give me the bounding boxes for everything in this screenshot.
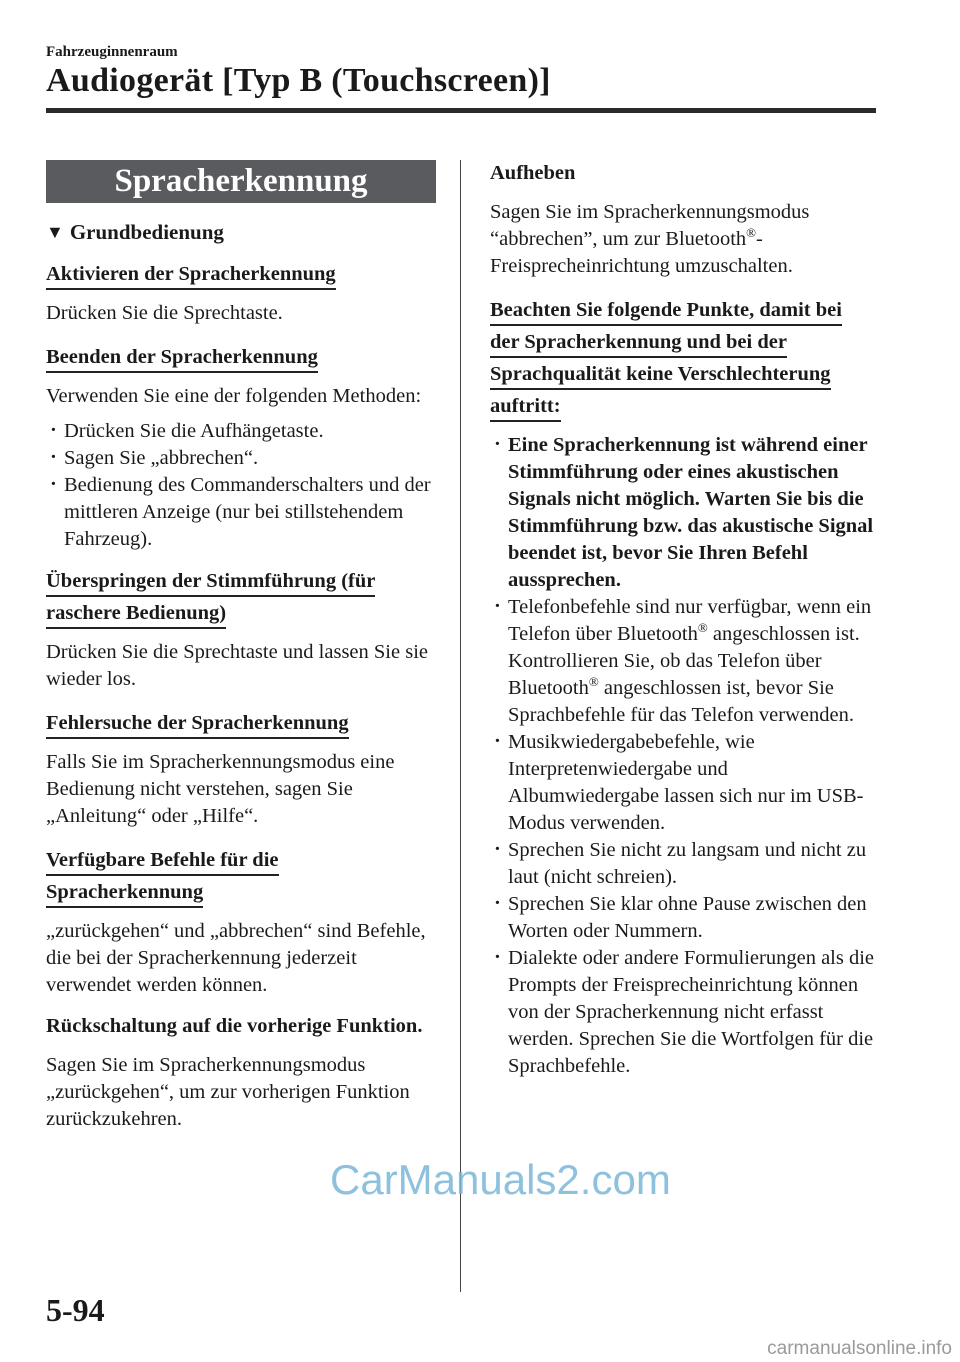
heading-skip-line1: Überspringen der Stimmführung (für bbox=[46, 570, 375, 597]
triangle-down-icon: ▼ bbox=[46, 222, 64, 242]
para-skip: Drücken Sie die Sprechtaste und lassen Sie sie wieder los. bbox=[46, 641, 429, 690]
list-item: · Eine Spracherkennung ist während einer Stimmführung oder eines akustischen Signals nicht möglich. Warten Sie bis die Stimmführung bzw. das akustische Signal beendet ist, bevor Sie Ihren Befehl aussprechen. bbox=[490, 432, 880, 594]
registered-mark: ® bbox=[697, 620, 708, 636]
registered-mark: ® bbox=[746, 225, 757, 241]
para-activate: Drücken Sie die Sprechtaste. bbox=[46, 302, 283, 324]
heading-commands-line2: Spracherkennung bbox=[46, 881, 203, 908]
heading-end: Beenden der Spracherkennung bbox=[46, 346, 318, 373]
note-phone-part1: Telefonbefehle sind nur verfügbar, wenn ein Telefon über Bluetooth bbox=[508, 596, 872, 645]
page-title: Audiogerät [Typ B (Touchscreen)] bbox=[46, 62, 551, 99]
list-item: · Musikwiedergabebefehle, wie Interpretenwiedergabe und Albumwiedergabe lassen sich nur im USB-Modus verwenden. bbox=[490, 729, 880, 837]
para-cancel bbox=[490, 199, 880, 280]
para-commands: „zurückgehen“ und „abbrechen“ sind Befehle, die bei der Spracherkennung jederzeit verwendet werden können. bbox=[46, 920, 426, 996]
section-banner: Spracherkennung bbox=[46, 160, 436, 203]
left-column bbox=[46, 160, 436, 1147]
list-item: · Drücken Sie die Aufhängetaste. bbox=[46, 418, 436, 445]
heading-trouble: Fehlersuche der Spracherkennung bbox=[46, 712, 349, 739]
para-cancel-part2: -Freisprecheinrichtung umzuschalten. bbox=[490, 228, 793, 277]
list-item: · Sagen Sie „abbrechen“. bbox=[46, 445, 436, 472]
header-rule bbox=[46, 108, 876, 113]
heading-activate: Aktivieren der Spracherkennung bbox=[46, 263, 336, 290]
watermark: CarManuals2.com bbox=[330, 1156, 671, 1203]
page-number: 5-94 bbox=[46, 1292, 105, 1328]
note-phone-part2: angeschlossen ist. Kontrollieren Sie, ob das Telefon über Bluetooth bbox=[508, 623, 860, 699]
heading-notes-line1: Beachten Sie folgende Punkte, damit bei bbox=[490, 299, 842, 326]
registered-mark: ® bbox=[588, 674, 599, 690]
list-item: · Sprechen Sie nicht zu langsam und nicht zu laut (nicht schreien). bbox=[490, 837, 880, 891]
heading-cancel: Aufheben bbox=[490, 162, 576, 184]
para-end: Verwenden Sie eine der folgenden Methoden: bbox=[46, 385, 422, 407]
para-cancel-part1: Sagen Sie im Spracherkennungsmodus “abbrechen”, um zur Bluetooth bbox=[490, 201, 810, 250]
column-divider bbox=[460, 160, 461, 1292]
list-item bbox=[490, 594, 880, 729]
heading-commands-line1: Verfügbare Befehle für die bbox=[46, 849, 279, 876]
heading-back: Rückschaltung auf die vorherige Funktion. bbox=[46, 1015, 423, 1037]
notes-list bbox=[490, 432, 880, 1080]
heading-notes-line4: auftritt: bbox=[490, 395, 561, 422]
list-item: · Sprechen Sie klar ohne Pause zwischen den Worten oder Nummern. bbox=[490, 891, 880, 945]
right-column bbox=[490, 160, 880, 1092]
note-phone-part3: angeschlossen ist, bevor Sie Sprachbefehle für das Telefon verwenden. bbox=[508, 677, 854, 726]
list-item: · Bedienung des Commanderschalters und der mittleren Anzeige (nur bei stillstehendem Fahrzeug). bbox=[46, 472, 436, 553]
end-methods-list bbox=[46, 418, 436, 553]
para-back: Sagen Sie im Spracherkennungsmodus „zurückgehen“, um zur vorherigen Funktion zurückzukehren. bbox=[46, 1054, 410, 1130]
heading-notes-line3: Sprachqualität keine Verschlechterung bbox=[490, 363, 831, 390]
heading-notes-line2: der Spracherkennung und bei der bbox=[490, 331, 787, 358]
para-trouble: Falls Sie im Spracherkennungsmodus eine Bedienung nicht verstehen, sagen Sie „Anleitung“ oder „Hilfe“. bbox=[46, 751, 395, 827]
subsection-heading bbox=[46, 219, 436, 246]
watermark-bottom: carmanualsonline.info bbox=[767, 1338, 952, 1359]
heading-skip-line2: raschere Bedienung) bbox=[46, 602, 226, 629]
section-label: Fahrzeuginnenraum bbox=[46, 44, 178, 60]
subsection-title: Grundbedienung bbox=[69, 220, 224, 244]
list-item: · Dialekte oder andere Formulierungen als die Prompts der Freisprecheinrichtung können von der Spracherkennung nicht erfasst werden. Sprechen Sie die Wortfolgen für die Sprachbefehle. bbox=[490, 945, 880, 1080]
